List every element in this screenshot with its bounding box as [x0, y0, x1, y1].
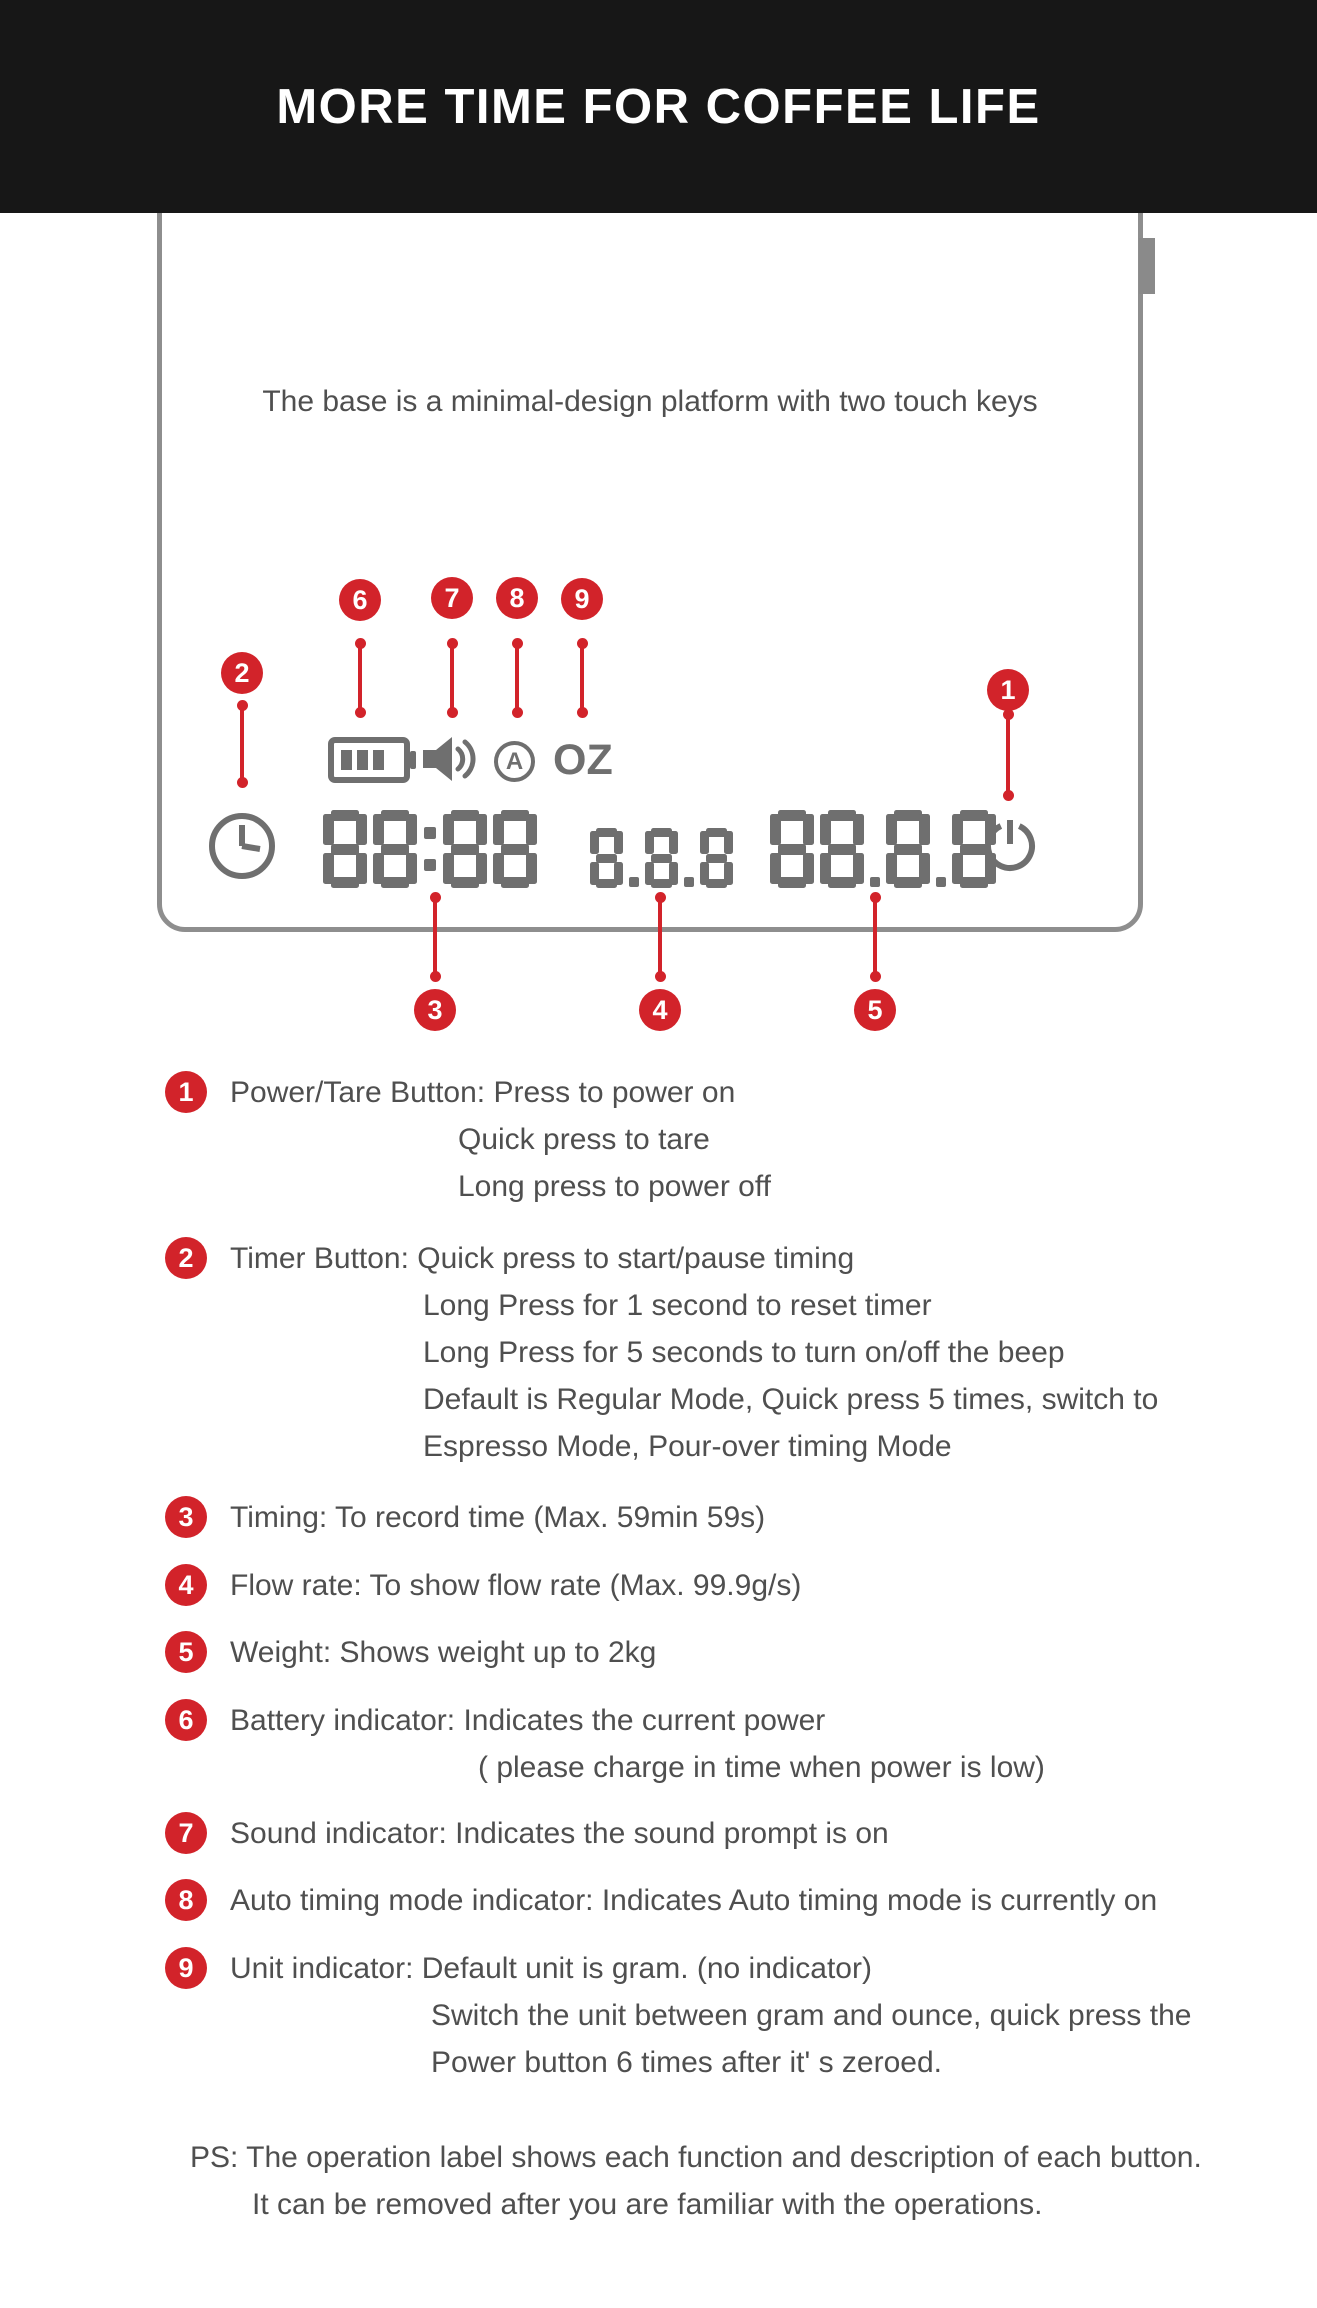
callout-badge-1: 1	[987, 669, 1029, 711]
callout-badge-3: 3	[414, 989, 456, 1031]
item-text-line: Timer Button: Quick press to start/pause timing	[230, 1242, 855, 1275]
flow-rate-display	[590, 828, 733, 888]
item-number-badge: 1	[165, 1071, 207, 1113]
connector-line-6	[358, 646, 362, 710]
unit-indicator-label: OZ	[553, 736, 613, 784]
item-text-line: Espresso Mode, Pour-over timing Mode	[423, 1430, 952, 1463]
connector-line-3	[433, 900, 437, 974]
timer-display	[323, 810, 537, 888]
item-text-line: Quick press to tare	[458, 1123, 710, 1156]
auto-timing-mode-icon	[494, 741, 535, 782]
item-number-badge: 2	[165, 1237, 207, 1279]
connector-line-1	[1006, 717, 1010, 793]
connector-line-9	[580, 646, 584, 710]
item-number-badge: 4	[165, 1564, 207, 1606]
weight-display	[770, 810, 996, 888]
panel-caption: The base is a minimal-design platform with two touch keys	[262, 385, 1038, 418]
connector-line-7	[450, 646, 454, 710]
callout-badge-9: 9	[561, 578, 603, 620]
auto-mode-letter: A	[505, 747, 524, 775]
scrollbar-thumb[interactable]	[1139, 238, 1155, 294]
item-text-line: Timing: To record time (Max. 59min 59s)	[230, 1501, 766, 1534]
item-text-line: Long press to power off	[458, 1170, 771, 1203]
page-title: MORE TIME FOR COFFEE LIFE	[276, 79, 1041, 134]
item-number-badge: 5	[165, 1631, 207, 1673]
callout-badge-5: 5	[854, 989, 896, 1031]
item-number-badge: 3	[165, 1496, 207, 1538]
item-text-line: Long Press for 1 second to reset timer	[423, 1289, 932, 1322]
item-text-line: ( please charge in time when power is low)	[478, 1751, 1045, 1784]
connector-line-2	[240, 708, 244, 780]
sound-icon	[423, 735, 479, 783]
item-text-line: Auto timing mode indicator: Indicates Auto timing mode is currently on	[230, 1884, 1158, 1917]
battery-icon	[328, 737, 410, 783]
connector-line-8	[515, 646, 519, 710]
ps-note-line2: It can be removed after you are familiar with the operations.	[252, 2188, 1043, 2221]
item-text-line: Unit indicator: Default unit is gram. (no indicator)	[230, 1952, 872, 1985]
connector-line-5	[873, 900, 877, 974]
item-text-line: Weight: Shows weight up to 2kg	[230, 1636, 657, 1669]
callout-badge-4: 4	[639, 989, 681, 1031]
callout-badge-2: 2	[221, 652, 263, 694]
item-text-line: Sound indicator: Indicates the sound prompt is on	[230, 1817, 889, 1850]
item-text-line: Power/Tare Button: Press to power on	[230, 1076, 736, 1109]
item-text-line: Flow rate: To show flow rate (Max. 99.9g/s)	[230, 1569, 802, 1602]
item-text-line: Power button 6 times after it' s zeroed.	[431, 2046, 942, 2079]
item-number-badge: 9	[165, 1947, 207, 1989]
timer-button-clock-icon	[208, 812, 276, 880]
item-text-line: Switch the unit between gram and ounce, quick press the	[431, 1999, 1192, 2032]
callout-badge-8: 8	[496, 577, 538, 619]
connector-line-4	[658, 900, 662, 974]
item-number-badge: 6	[165, 1699, 207, 1741]
item-text-line: Battery indicator: Indicates the current power	[230, 1704, 826, 1737]
item-number-badge: 7	[165, 1812, 207, 1854]
callout-badge-7: 7	[431, 577, 473, 619]
item-text-line: Long Press for 5 seconds to turn on/off the beep	[423, 1336, 1065, 1369]
ps-note-line1: PS: The operation label shows each function and description of each button.	[190, 2141, 1202, 2174]
header-banner	[0, 0, 1317, 213]
item-text-line: Default is Regular Mode, Quick press 5 times, switch to	[423, 1383, 1159, 1416]
callout-badge-6: 6	[339, 579, 381, 621]
item-number-badge: 8	[165, 1879, 207, 1921]
